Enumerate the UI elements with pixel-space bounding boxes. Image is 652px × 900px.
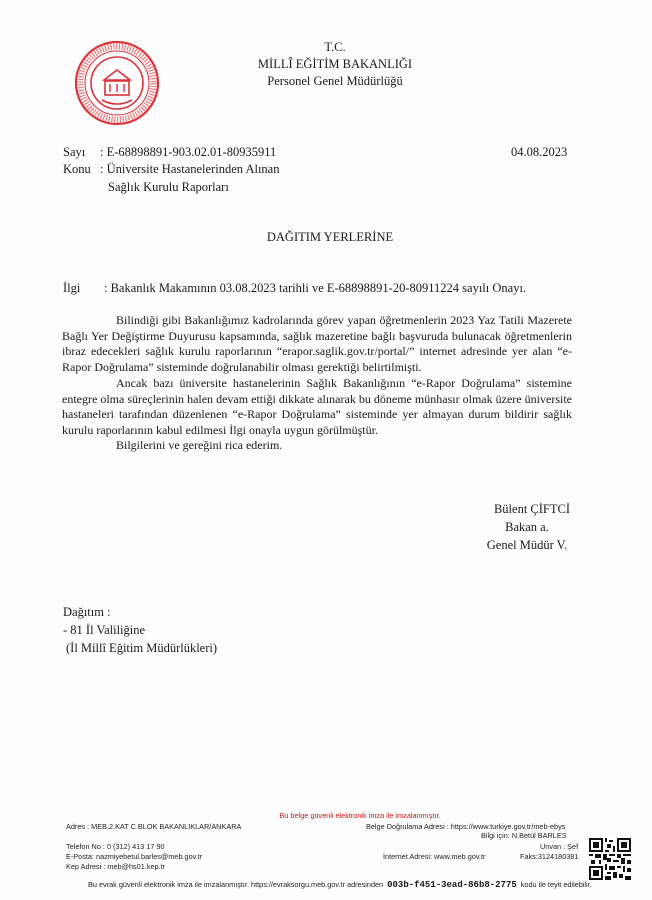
footer-address: Adres : MEB.2.KAT C BLOK BAKANLIKLAR/ANKARA	[66, 822, 242, 831]
signer-name: Bülent ÇİFTCİ	[493, 502, 571, 516]
document-date: 04.08.2023	[511, 145, 568, 159]
signer-title-2: Genel Müdür V.	[486, 538, 568, 552]
footer-email: E-Posta: nazmiyebetul.barles@meb.gov.tr	[66, 852, 203, 861]
footer-contact-person: Bilgi için: N.Betül BARLES	[481, 831, 567, 840]
body-paragraph-2	[62, 376, 572, 438]
ilgi-text: : Bakanlık Makamının 03.08.2023 tarihli ve E-68898891-20-80911224 sayılı Onayı.	[104, 281, 527, 295]
footer-verification-line	[88, 874, 592, 892]
konu-line1: : Üniversite Hastanelerinden Alınan	[100, 162, 280, 176]
body-paragraph-1	[62, 313, 572, 375]
header-directorate: Personel Genel Müdürlüğü	[267, 74, 403, 88]
konu-line2: Sağlık Kurulu Raporları	[108, 180, 229, 194]
footer-verify-url: Belge Doğrulama Adresi : https://www.turkiye.gov.tr/meb-ebys	[366, 822, 566, 831]
header-tc: T.C.	[324, 40, 346, 54]
footer-kep: Kep Adresi : meb@hs01.kep.tr	[66, 862, 166, 871]
body-paragraph-1-text: Bilindiği gibi Bakanlığımız kadrolarında görev yapan öğretmenlerin 2023 Yaz Tatili Mazerete Bağlı Yer Değiştirme Duyurusu kapsamında, sağlık mazeretine bağlı başvuruda bulunacak öğretmenlerin ibraz edecekleri sağlık kurulu raporlarının “erapor.saglik.gov.tr/portal/” internet adresinde yer alan “e-Rapor Doğrulama” sisteminde doğrulanabilir olması gerektiği belirtilmişti.	[62, 313, 572, 374]
footer-web: İnternet Adresi: www.meb.gov.tr	[383, 852, 486, 861]
footer-fax: Faks:3124180381	[520, 852, 579, 861]
addressee: DAĞITIM YERLERİNE	[266, 230, 394, 244]
distribution-line-2: (İl Millî Eğitim Müdürlükleri)	[66, 641, 218, 655]
body-paragraph-3	[62, 438, 572, 454]
footer-phone: Telefon No : 0 (312) 413 17 90	[66, 842, 165, 851]
body-paragraph-3-text: Bilgilerini ve gereğini rica ederim.	[116, 438, 283, 452]
header-ministry: MİLLÎ EĞİTİM BAKANLIĞI	[257, 57, 413, 71]
footer-title: Unvan : Şef	[540, 842, 579, 851]
distribution-line-1: - 81 İl Valiliğine	[63, 623, 146, 637]
sayi-value: : E-68898891-903.02.01-80935911	[100, 145, 277, 159]
distribution-label: Dağıtım :	[63, 605, 111, 619]
verification-code[interactable]: 003b-f451-3ead-86b8-2775	[387, 880, 517, 890]
footer-verification-pre: Bu evrak güvenli elektronik imza ile imzalanmıştır. https://evraksorgu.meb.gov.tr adresinden	[88, 880, 384, 889]
konu-label: Konu	[63, 162, 91, 176]
sayi-label: Sayı	[63, 145, 86, 159]
signer-title-1: Bakan a.	[505, 520, 549, 534]
ilgi-label: İlgi	[63, 281, 81, 295]
footer-verification-post: kodu ile teyit edilebilir.	[520, 880, 592, 889]
qr-code	[589, 838, 631, 880]
ministry-seal-logo	[74, 40, 160, 126]
body-paragraph-2-text: Ancak bazı üniversite hastanelerinin Sağlık Bakanlığının “e-Rapor Doğrulama” sistemine entegre olma süreçlerinin halen devam ettiği dikkate alınarak bu döneme münhasır olmak üzere üniversite hastaneleri tarafından düzenlenen “e-Rapor Doğrulama” sisteminde yer almayan durum bildirir sağlık kurulu raporlarının kabul edilmesi İlgi onayla uygun görülmüştür.	[62, 376, 572, 437]
esign-notice: Bu belge güvenli elektronik imza ile imzalanmıştır.	[279, 811, 441, 820]
